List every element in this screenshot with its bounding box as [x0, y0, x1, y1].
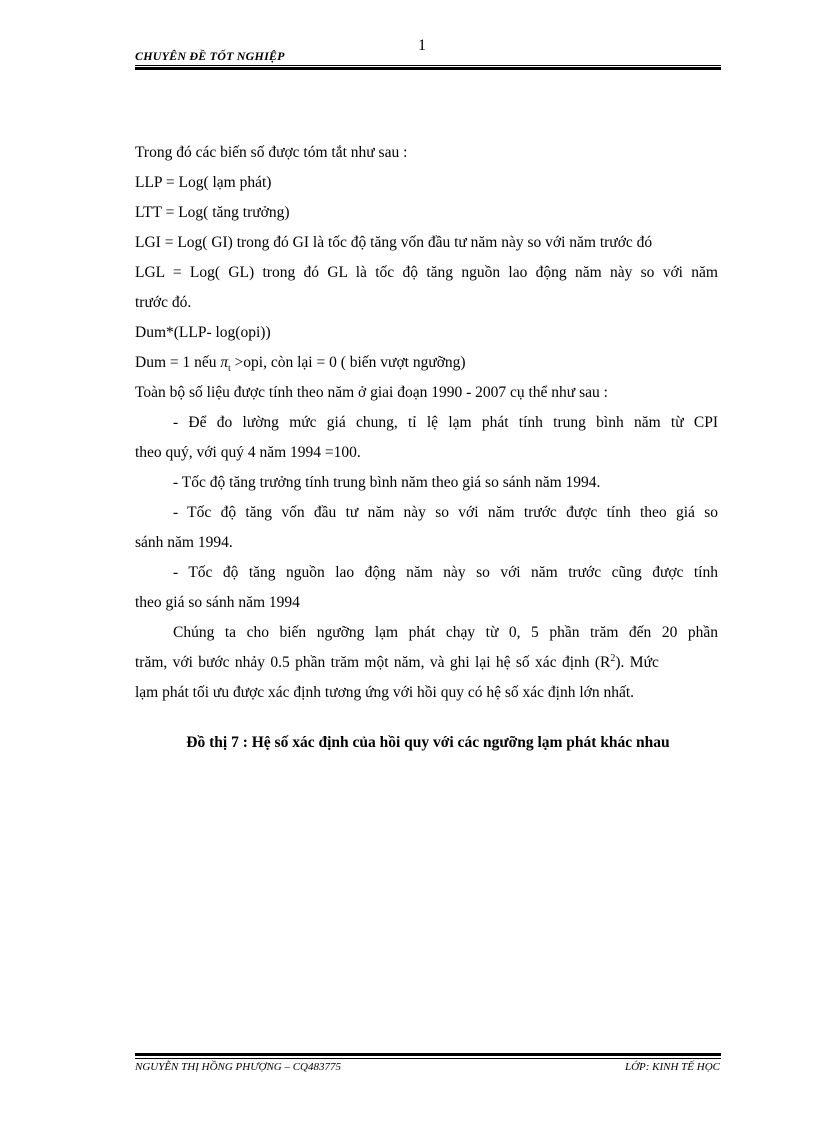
bullet-1-line2: theo quý, với quý 4 năm 1994 =100. — [135, 444, 361, 461]
r-squared-sup: 2 — [610, 652, 616, 664]
variable-lgl-line1: LGL = Log( GL) trong đó GL là tốc độ tăng nguồn lao động năm này so với năm — [135, 264, 718, 281]
footer-author: NGUYỄN THỊ HỒNG PHƯỢNG – CQ483775 — [135, 1061, 342, 1073]
data-intro: Toàn bộ số liệu được tính theo năm ở giai đoạn 1990 - 2007 cụ thể như sau : — [135, 384, 608, 401]
chart-placeholder — [135, 770, 721, 1040]
dum-definition — [135, 348, 718, 378]
paragraph-line2 — [135, 648, 718, 678]
variable-llp: LLP = Log( lạm phát) — [135, 174, 272, 191]
footer-class: LỚP: KINH TẾ HỌC — [624, 1061, 720, 1073]
paragraph-line1: Chúng ta cho biến ngưỡng lạm phát chạy từ 0, 5 phần trăm đến 20 phần — [173, 624, 718, 641]
pi-symbol: π — [220, 354, 229, 371]
dum-def-start: Dum = 1 nếu — [135, 354, 221, 371]
footer-rule-thick — [135, 1053, 721, 1056]
dum-def-end: >opi, còn lại = 0 ( biến vượt ngưỡng) — [230, 354, 466, 371]
variable-lgi: LGI = Log( GI) trong đó GI là tốc độ tăng vốn đầu tư năm này so với năm trước đó — [135, 234, 653, 251]
header-title: CHUYÊN ĐỀ TỐT NGHIỆP — [135, 49, 285, 63]
intro-line: Trong đó các biến số được tóm tắt như sau : — [135, 144, 408, 161]
variable-ltt: LTT = Log( tăng trưởng) — [135, 204, 290, 221]
chart-caption: Đồ thị 7 : Hệ số xác định của hồi quy với các ngưỡng lạm phát khác nhau — [186, 734, 670, 751]
paragraph-line2-end: ). Mức — [615, 654, 659, 671]
pi-subscript: t — [228, 363, 231, 374]
page-number: 1 — [418, 37, 426, 54]
footer-rule-thin — [135, 1058, 721, 1059]
paragraph-line2-text: trăm, với bước nhảy 0.5 phần trăm một năm, và ghi lại hệ số xác định (R — [135, 654, 611, 671]
bullet-2: - Tốc độ tăng trưởng tính trung bình năm theo giá so sánh năm 1994. — [173, 474, 601, 491]
variable-lgl-line2: trước đó. — [135, 294, 192, 311]
header-rule-thin — [135, 65, 721, 66]
bullet-4-line1: - Tốc độ tăng nguồn lao động năm này so với năm trước cũng được tính — [173, 564, 718, 581]
dum-expression: Dum*(LLP- log(opi)) — [135, 324, 271, 341]
bullet-1-line1: - Để đo lường mức giá chung, tỉ lệ lạm phát tính trung bình năm từ CPI — [173, 414, 718, 431]
bullet-4-line2: theo giá so sánh năm 1994 — [135, 594, 300, 611]
body-text — [135, 138, 718, 708]
bullet-3-line1: - Tốc độ tăng vốn đầu tư năm này so với năm trước được tính theo giá so — [173, 504, 718, 521]
paragraph-line3: lạm phát tối ưu được xác định tương ứng với hồi quy có hệ số xác định lớn nhất. — [135, 684, 635, 701]
header-rule-thick — [135, 67, 721, 70]
bullet-3-line2: sánh năm 1994. — [135, 534, 233, 551]
